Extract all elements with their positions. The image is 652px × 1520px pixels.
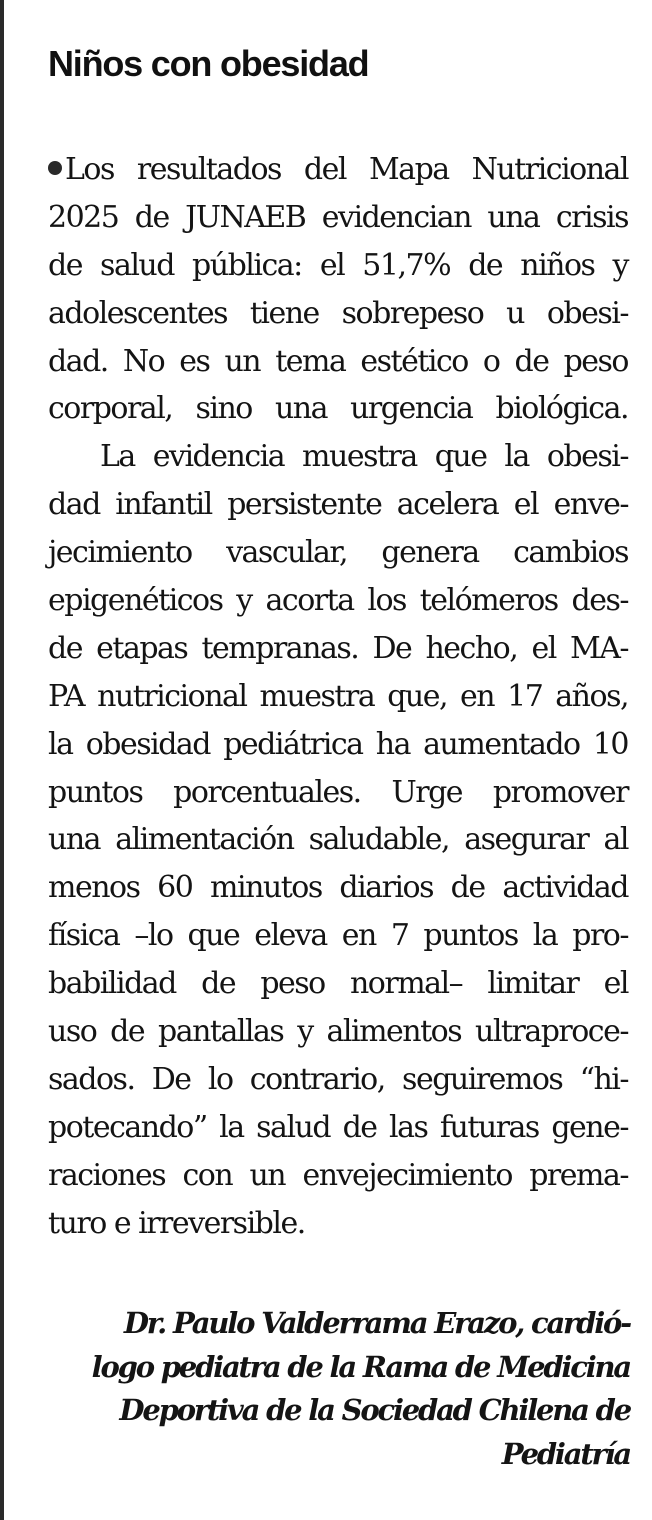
article-line: puntos porcentuales. Urge promover (48, 774, 628, 810)
article-line: epigenéticos y acorta los telómeros des- (48, 583, 628, 619)
article-line: uso de pantallas y alimentos ultraproce- (48, 1014, 628, 1050)
signature-line: Dr. Paulo Valderrama Erazo, cardió- (123, 1306, 630, 1340)
bullet-dot-icon (48, 161, 62, 175)
article-line: corporal, sino una urgencia biológica. (48, 391, 628, 427)
signature-line: logo pediatra de la Rama de Medicina (91, 1349, 630, 1384)
article-line: una alimentación saludable, asegurar al (48, 822, 628, 858)
signature-line: Pediatría (501, 1436, 630, 1471)
article-line: menos 60 minutos diarios de actividad (48, 870, 628, 906)
article-paragraph-start: La evidencia muestra que la obesi- (100, 439, 628, 475)
article-line: dad infantil persistente acelera el enve- (48, 487, 628, 523)
article-line (48, 146, 628, 194)
article-line-last: turo e irreversible. (48, 1205, 305, 1241)
article-line: PA nutricional muestra que, en 17 años, (48, 678, 628, 714)
article-line: raciones con un envejecimiento prema- (48, 1157, 628, 1193)
article-line: adolescentes tiene sobrepeso u obesi- (48, 295, 628, 331)
signature-line: Deportiva de la Sociedad Chilena de (119, 1393, 630, 1427)
article-line: dad. No es un tema estético o de peso (48, 343, 628, 379)
article-line: 2025 de JUNAEB evidencian una crisis (48, 199, 628, 235)
article-line: de etapas tempranas. De hecho, el MA- (48, 630, 628, 666)
article-body (48, 146, 628, 1247)
article-line: de salud pública: el 51,7% de niños y (48, 247, 628, 283)
article-line-text: Los resultados del Mapa Nutricional (65, 152, 628, 187)
article-line: la obesidad pediátrica ha aumentado 10 (48, 726, 628, 762)
article-headline: Niños con obesidad (48, 43, 369, 84)
article-line: potecando” la salud de las futuras gene- (48, 1109, 628, 1145)
article-line: física –lo que eleva en 7 puntos la pro- (48, 918, 628, 954)
article-line: sados. De lo contrario, seguiremos “hi- (48, 1061, 628, 1097)
author-signature (50, 1302, 630, 1476)
article-line: jecimiento vascular, genera cambios (48, 535, 628, 571)
article-line: babilidad de peso normal– limitar el (48, 966, 628, 1002)
column-rule (0, 0, 4, 1520)
